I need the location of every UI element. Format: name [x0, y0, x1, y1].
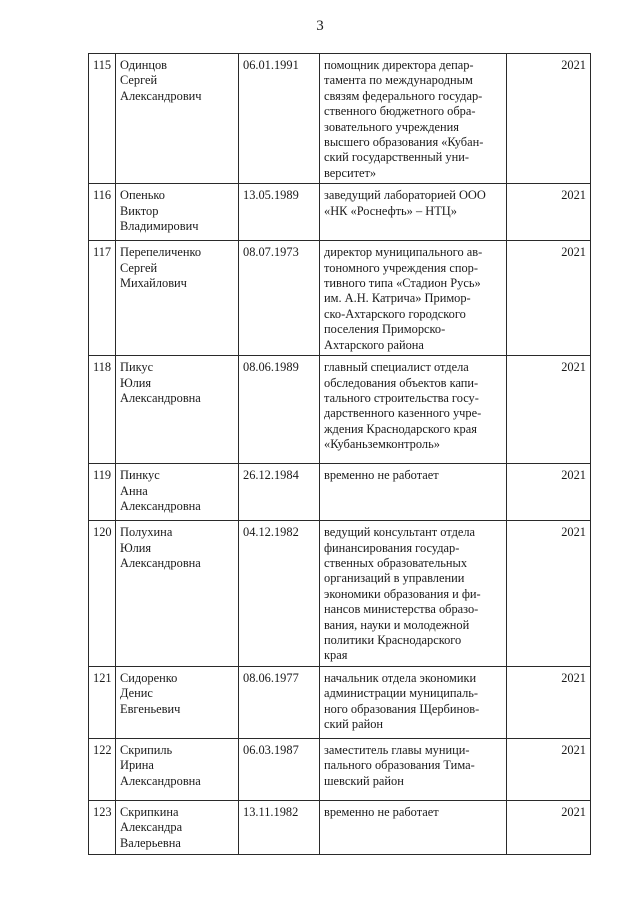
patronymic: Валерьевна: [120, 835, 181, 850]
patronymic: Александровна: [120, 390, 201, 405]
table-body: [89, 54, 591, 855]
position-line: финансирования государ-: [324, 540, 460, 555]
surname: Сидоренко: [120, 670, 178, 685]
full-name-cell: [116, 241, 239, 356]
table-row: [89, 54, 591, 184]
patronymic: Михайлович: [120, 276, 187, 291]
patronymic: Александровна: [120, 555, 201, 570]
position-line: ский государственный уни-: [324, 150, 469, 165]
position-cell: [320, 521, 507, 667]
position-cell: [320, 241, 507, 356]
position-line: администрации муниципаль-: [324, 686, 479, 701]
position-line: шевский район: [324, 773, 404, 788]
surname: Скрипиль: [120, 742, 173, 757]
year: 2021: [507, 738, 591, 800]
position-line: начальник отдела экономики: [324, 670, 477, 685]
position-line: временно не работает: [324, 468, 439, 483]
position-line: экономики образования и фи-: [324, 586, 481, 601]
position-line: помощник директора депар-: [324, 58, 474, 72]
year: 2021: [507, 521, 591, 667]
year: 2021: [507, 666, 591, 738]
surname: Перепеличенко: [120, 245, 202, 260]
surname: Опенько: [120, 188, 165, 203]
page-number: 3: [316, 18, 324, 34]
position-line: им. А.Н. Катрича» Примор-: [324, 291, 471, 306]
full-name-cell: [116, 54, 239, 184]
table-row: [89, 738, 591, 800]
full-name-cell: [116, 464, 239, 521]
birth-date: 04.12.1982: [239, 521, 320, 667]
birth-date: 06.03.1987: [239, 738, 320, 800]
position-line: директор муниципального ав-: [324, 245, 483, 260]
given-name: Денис: [120, 686, 153, 701]
row-number: 119: [89, 464, 116, 521]
position-line: заведущий лабораторией ООО: [324, 188, 486, 203]
position-line: вания, науки и молодежной: [324, 617, 470, 632]
surname: Полухина: [120, 525, 173, 540]
position-line: ведущий консультант отдела: [324, 525, 476, 540]
position-cell: [320, 464, 507, 521]
year: 2021: [507, 184, 591, 241]
position-line: ский район: [324, 716, 384, 731]
position-line: организаций в управлении: [324, 571, 465, 586]
year: 2021: [507, 800, 591, 854]
position-line: зовательного учреждения: [324, 119, 459, 134]
position-line: «Кубаньземконтроль»: [324, 437, 440, 452]
birth-date: 13.11.1982: [239, 800, 320, 854]
row-number: 122: [89, 738, 116, 800]
full-name-cell: [116, 666, 239, 738]
position-line: дарственного казенного учре-: [324, 406, 482, 421]
given-name: Юлия: [120, 540, 152, 555]
given-name: Ирина: [120, 758, 154, 773]
year: 2021: [507, 241, 591, 356]
position-line: Ахтарского района: [324, 337, 424, 352]
position-line: края: [324, 648, 348, 663]
position-line: тамента по международным: [324, 73, 473, 88]
patronymic: Владимирович: [120, 219, 199, 234]
row-number: 120: [89, 521, 116, 667]
year: 2021: [507, 464, 591, 521]
birth-date: 13.05.1989: [239, 184, 320, 241]
position-line: ственного бюджетного обра-: [324, 104, 476, 119]
full-name-cell: [116, 800, 239, 854]
position-line: ного образования Щербинов-: [324, 701, 480, 716]
position-line: главный специалист отдела: [324, 360, 469, 375]
patronymic: Александровна: [120, 773, 201, 788]
position-cell: [320, 738, 507, 800]
patronymic: Александровна: [120, 498, 201, 513]
position-line: связям федерального государ-: [324, 88, 483, 103]
row-number: 121: [89, 666, 116, 738]
year: 2021: [507, 356, 591, 464]
position-line: «НК «Роснефть» – НТЦ»: [324, 203, 457, 218]
table-row: [89, 356, 591, 464]
row-number: 123: [89, 800, 116, 854]
position-line: ско-Ахтарского городского: [324, 306, 466, 321]
row-number: 115: [89, 54, 116, 184]
birth-date: 08.06.1977: [239, 666, 320, 738]
position-line: тономного учреждения спор-: [324, 260, 478, 275]
position-line: поселения Приморско-: [324, 322, 446, 337]
row-number: 116: [89, 184, 116, 241]
surname: Скрипкина: [120, 804, 179, 819]
given-name: Сергей: [120, 260, 158, 275]
position-cell: [320, 356, 507, 464]
position-line: пального образования Тима-: [324, 758, 475, 773]
row-number: 117: [89, 241, 116, 356]
personnel-table: [88, 53, 591, 855]
given-name: Александра: [120, 820, 183, 835]
position-line: верситет»: [324, 165, 377, 180]
position-line: высшего образования «Кубан-: [324, 135, 484, 150]
position-line: тивного типа «Стадион Русь»: [324, 276, 481, 291]
full-name-cell: [116, 521, 239, 667]
position-line: политики Краснодарского: [324, 632, 462, 647]
patronymic: Александрович: [120, 88, 202, 103]
position-line: ственных образовательных: [324, 555, 468, 570]
given-name: Юлия: [120, 375, 152, 390]
given-name: Анна: [120, 483, 148, 498]
surname: Одинцов: [120, 58, 168, 72]
position-line: обследования объектов капи-: [324, 375, 479, 390]
birth-date: 26.12.1984: [239, 464, 320, 521]
table-row: [89, 521, 591, 667]
year: 2021: [507, 54, 591, 184]
table-row: [89, 241, 591, 356]
table-row: [89, 184, 591, 241]
patronymic: Евгеньевич: [120, 701, 181, 716]
position-cell: [320, 184, 507, 241]
surname: Пинкус: [120, 468, 160, 483]
position-line: заместитель главы муници-: [324, 742, 470, 757]
surname: Пикус: [120, 360, 154, 375]
position-cell: [320, 666, 507, 738]
full-name-cell: [116, 184, 239, 241]
full-name-cell: [116, 356, 239, 464]
full-name-cell: [116, 738, 239, 800]
position-line: нансов министерства образо-: [324, 602, 479, 617]
birth-date: 08.06.1989: [239, 356, 320, 464]
position-line: ждения Краснодарского края: [324, 421, 477, 436]
table-row: [89, 666, 591, 738]
given-name: Сергей: [120, 73, 158, 88]
position-cell: [320, 800, 507, 854]
position-line: тального строительства госу-: [324, 390, 479, 405]
table-row: [89, 464, 591, 521]
given-name: Виктор: [120, 203, 159, 218]
position-cell: [320, 54, 507, 184]
birth-date: 06.01.1991: [239, 54, 320, 184]
position-line: временно не работает: [324, 804, 439, 819]
table-row: [89, 800, 591, 854]
row-number: 118: [89, 356, 116, 464]
birth-date: 08.07.1973: [239, 241, 320, 356]
